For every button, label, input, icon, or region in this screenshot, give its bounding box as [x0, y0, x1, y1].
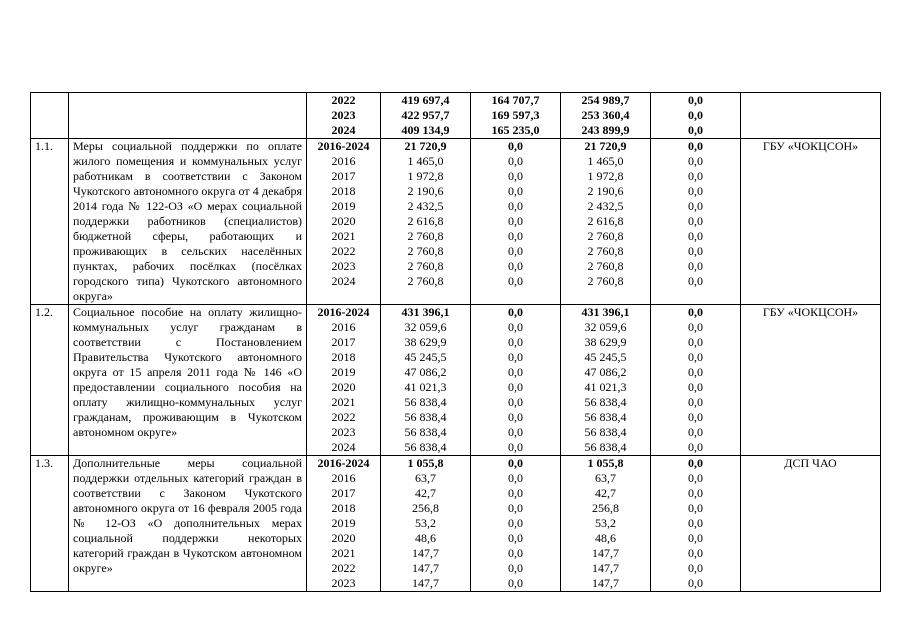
cell-c: 0,0 [688, 244, 703, 258]
cell-b: 147,7 [592, 546, 619, 560]
cell-b: 243 899,9 [581, 123, 630, 137]
table-row [31, 93, 881, 139]
cell-total: 42,7 [415, 486, 436, 500]
cell-total: 256,8 [412, 501, 439, 515]
cell-year: 2016-2024 [317, 456, 370, 470]
cell-c: 0,0 [688, 486, 703, 500]
cell-total: 2 760,8 [407, 244, 444, 258]
column-c [651, 139, 741, 305]
cell-a: 0,0 [508, 576, 523, 590]
cell-year: 2022 [331, 93, 356, 107]
column-a [471, 456, 561, 592]
cell-c: 0,0 [688, 199, 703, 213]
cell-a: 0,0 [508, 486, 523, 500]
cell-c: 0,0 [688, 274, 703, 288]
cell-b: 63,7 [595, 471, 616, 485]
cell-year: 2016 [331, 320, 356, 334]
column-year [307, 139, 381, 305]
cell-b: 2 190,6 [587, 184, 624, 198]
cell-total: 419 697,4 [401, 93, 450, 107]
cell-year: 2019 [331, 516, 356, 530]
cell-a: 0,0 [508, 305, 523, 319]
cell-c: 0,0 [688, 259, 703, 273]
cell-a: 0,0 [508, 244, 523, 258]
cell-b: 2 760,8 [587, 229, 624, 243]
cell-total: 56 838,4 [404, 410, 447, 424]
responsible-executor [741, 139, 881, 305]
cell-b: 32 059,6 [584, 320, 627, 334]
cell-b: 147,7 [592, 576, 619, 590]
cell-a: 0,0 [508, 229, 523, 243]
cell-year: 2016 [331, 154, 356, 168]
cell-year: 2022 [331, 561, 356, 575]
cell-total: 147,7 [412, 546, 439, 560]
cell-c: 0,0 [688, 440, 703, 454]
column-a [471, 139, 561, 305]
cell-a: 0,0 [508, 456, 523, 470]
measure-description [69, 139, 307, 305]
cell-b: 2 432,5 [587, 199, 624, 213]
measure-description [69, 305, 307, 456]
cell-year: 2023 [331, 108, 356, 122]
cell-year: 2024 [331, 440, 356, 454]
cell-c: 0,0 [688, 305, 703, 319]
budget-table-body [31, 93, 881, 592]
column-total [381, 305, 471, 456]
cell-total: 2 190,6 [407, 184, 444, 198]
cell-year: 2019 [331, 365, 356, 379]
cell-year: 2020 [331, 380, 356, 394]
cell-year: 2020 [331, 214, 356, 228]
cell-b: 38 629,9 [584, 335, 627, 349]
cell-c: 0,0 [688, 229, 703, 243]
cell-b: 2 760,8 [587, 259, 624, 273]
cell-b: 2 760,8 [587, 274, 624, 288]
column-b [561, 305, 651, 456]
cell-total: 38 629,9 [404, 335, 447, 349]
cell-b: 147,7 [592, 561, 619, 575]
cell-b: 56 838,4 [584, 440, 627, 454]
cell-year: 2016 [331, 471, 356, 485]
cell-year: 2016-2024 [317, 305, 370, 319]
cell-year: 2021 [331, 229, 356, 243]
cell-a: 0,0 [508, 501, 523, 515]
cell-b: 45 245,5 [584, 350, 627, 364]
cell-c: 0,0 [688, 531, 703, 545]
cell-b: 1 972,8 [587, 169, 624, 183]
column-a [471, 305, 561, 456]
table-row [31, 139, 881, 305]
cell-c: 0,0 [688, 335, 703, 349]
cell-year: 2018 [331, 184, 356, 198]
cell-c: 0,0 [688, 365, 703, 379]
cell-total: 431 396,1 [401, 305, 450, 319]
cell-b: 254 989,7 [581, 93, 630, 107]
cell-total: 147,7 [412, 576, 439, 590]
cell-c: 0,0 [688, 350, 703, 364]
cell-a: 0,0 [508, 425, 523, 439]
cell-c: 0,0 [688, 395, 703, 409]
column-c [651, 456, 741, 592]
cell-b: 56 838,4 [584, 425, 627, 439]
cell-total: 47 086,2 [404, 365, 447, 379]
cell-b: 431 396,1 [581, 305, 630, 319]
cell-a: 0,0 [508, 471, 523, 485]
cell-a: 0,0 [508, 214, 523, 228]
cell-year: 2023 [331, 259, 356, 273]
row-index-text: 1.3. [35, 456, 53, 470]
cell-a: 169 597,3 [491, 108, 540, 122]
cell-a: 0,0 [508, 365, 523, 379]
cell-year: 2018 [331, 350, 356, 364]
cell-total: 32 059,6 [404, 320, 447, 334]
cell-a: 164 707,7 [491, 93, 540, 107]
cell-c: 0,0 [688, 169, 703, 183]
index-cell [31, 93, 69, 139]
cell-b: 21 720,9 [584, 139, 627, 153]
cell-total: 45 245,5 [404, 350, 447, 364]
column-total [381, 456, 471, 592]
cell-total: 1 465,0 [407, 154, 444, 168]
cell-c: 0,0 [688, 108, 703, 122]
cell-total: 56 838,4 [404, 440, 447, 454]
cell-a: 0,0 [508, 561, 523, 575]
cell-b: 42,7 [595, 486, 616, 500]
column-total [381, 139, 471, 305]
cell-year: 2017 [331, 486, 356, 500]
cell-total: 56 838,4 [404, 425, 447, 439]
cell-a: 0,0 [508, 199, 523, 213]
cell-a: 0,0 [508, 380, 523, 394]
description-cell [69, 93, 307, 139]
cell-total: 147,7 [412, 561, 439, 575]
cell-c: 0,0 [688, 516, 703, 530]
column-year [307, 456, 381, 592]
cell-a: 0,0 [508, 531, 523, 545]
cell-year: 2018 [331, 501, 356, 515]
cell-c: 0,0 [688, 425, 703, 439]
budget-table [30, 92, 881, 592]
cell-total: 56 838,4 [404, 395, 447, 409]
column-year [307, 305, 381, 456]
cell-c: 0,0 [688, 410, 703, 424]
cell-c: 0,0 [688, 184, 703, 198]
cell-b: 53,2 [595, 516, 616, 530]
cell-total: 63,7 [415, 471, 436, 485]
cell-a: 0,0 [508, 335, 523, 349]
cell-a: 0,0 [508, 516, 523, 530]
cell-year: 2023 [331, 576, 356, 590]
cell-total: 422 957,7 [401, 108, 450, 122]
cell-c: 0,0 [688, 214, 703, 228]
cell-b: 1 055,8 [587, 456, 624, 470]
cell-b: 2 760,8 [587, 244, 624, 258]
cell-c: 0,0 [688, 93, 703, 107]
cell-a: 0,0 [508, 154, 523, 168]
cell-total: 2 760,8 [407, 229, 444, 243]
cell-total: 409 134,9 [401, 123, 450, 137]
cell-b: 56 838,4 [584, 395, 627, 409]
cell-year: 2024 [331, 123, 356, 137]
cell-a: 0,0 [508, 410, 523, 424]
cell-total: 1 055,8 [407, 456, 444, 470]
cell-a: 0,0 [508, 546, 523, 560]
row-index [31, 139, 69, 305]
measure-description-text: Дополнительные меры социальной поддержки отдельных категорий граждан в соответствии с Законом Чукотского автономного округа от 16 февраля 2005 года № 12-ОЗ «О дополнительных мерах социальной поддержки некоторых категорий граждан в Чукотском автономном округе» [73, 456, 302, 575]
column-c [651, 93, 741, 139]
cell-c: 0,0 [688, 471, 703, 485]
column-year [307, 93, 381, 139]
cell-a: 0,0 [508, 395, 523, 409]
cell-total: 2 760,8 [407, 274, 444, 288]
cell-year: 2022 [331, 410, 356, 424]
row-index [31, 456, 69, 592]
cell-year: 2022 [331, 244, 356, 258]
responsible-executor [741, 456, 881, 592]
cell-total: 21 720,9 [404, 139, 447, 153]
cell-year: 2024 [331, 274, 356, 288]
cell-c: 0,0 [688, 139, 703, 153]
cell-year: 2020 [331, 531, 356, 545]
cell-a: 0,0 [508, 139, 523, 153]
cell-total: 2 432,5 [407, 199, 444, 213]
cell-b: 56 838,4 [584, 410, 627, 424]
cell-year: 2021 [331, 395, 356, 409]
cell-a: 0,0 [508, 320, 523, 334]
cell-c: 0,0 [688, 154, 703, 168]
table-row [31, 456, 881, 592]
cell-year: 2017 [331, 169, 356, 183]
table-row [31, 305, 881, 456]
cell-c: 0,0 [688, 456, 703, 470]
cell-a: 0,0 [508, 184, 523, 198]
row-index-text: 1.1. [35, 139, 53, 153]
cell-c: 0,0 [688, 501, 703, 515]
measure-description-text: Меры социальной поддержки по оплате жилого помещения и коммунальных услуг работникам в соответствии с Законом Чукотского автономного округа от 4 декабря 2014 года № 122-ОЗ «О мерах социальной поддержки работников (специалистов) бюджетной сферы, работающих и проживающих в сельских населённых пунктах, рабочих посёлках (посёлках городского типа) Чукотского автономного округа» [73, 139, 302, 303]
responsible-executor-text: ГБУ «ЧОКЦСОН» [762, 305, 859, 319]
cell-year: 2016-2024 [317, 139, 370, 153]
cell-total: 48,6 [415, 531, 436, 545]
cell-a: 0,0 [508, 350, 523, 364]
column-b [561, 456, 651, 592]
column-total [381, 93, 471, 139]
cell-c: 0,0 [688, 380, 703, 394]
measure-description [69, 456, 307, 592]
cell-c: 0,0 [688, 561, 703, 575]
row-index-text: 1.2. [35, 305, 53, 319]
cell-year: 2023 [331, 425, 356, 439]
cell-c: 0,0 [688, 546, 703, 560]
cell-year: 2019 [331, 199, 356, 213]
cell-c: 0,0 [688, 576, 703, 590]
column-b [561, 93, 651, 139]
cell-total: 53,2 [415, 516, 436, 530]
cell-b: 48,6 [595, 531, 616, 545]
row-index [31, 305, 69, 456]
cell-b: 256,8 [592, 501, 619, 515]
cell-year: 2017 [331, 335, 356, 349]
measure-description-text: Социальное пособие на оплату жилищно-коммунальных услуг гражданам в соответствии с Постановлением Правительства Чукотского автономного округа от 15 апреля 2011 года № 146 «О предоставлении социального пособия на оплату жилищно-коммунальных услуг гражданам, проживающим в Чукотском автономном округе» [73, 305, 302, 439]
cell-year: 2021 [331, 546, 356, 560]
cell-a: 0,0 [508, 440, 523, 454]
cell-c: 0,0 [688, 320, 703, 334]
responsible-executor [741, 305, 881, 456]
responsible-executor-text: ГБУ «ЧОКЦСОН» [762, 139, 859, 153]
cell-a: 0,0 [508, 274, 523, 288]
cell-total: 1 972,8 [407, 169, 444, 183]
column-b [561, 139, 651, 305]
column-c [651, 305, 741, 456]
column-a [471, 93, 561, 139]
cell-b: 253 360,4 [581, 108, 630, 122]
cell-b: 47 086,2 [584, 365, 627, 379]
cell-a: 0,0 [508, 169, 523, 183]
responsible-cell [741, 93, 881, 139]
cell-a: 165 235,0 [491, 123, 540, 137]
cell-total: 41 021,3 [404, 380, 447, 394]
cell-total: 2 616,8 [407, 214, 444, 228]
cell-b: 2 616,8 [587, 214, 624, 228]
cell-c: 0,0 [688, 123, 703, 137]
responsible-executor-text: ДСП ЧАО [784, 456, 837, 470]
cell-b: 1 465,0 [587, 154, 624, 168]
cell-a: 0,0 [508, 259, 523, 273]
cell-b: 41 021,3 [584, 380, 627, 394]
cell-total: 2 760,8 [407, 259, 444, 273]
